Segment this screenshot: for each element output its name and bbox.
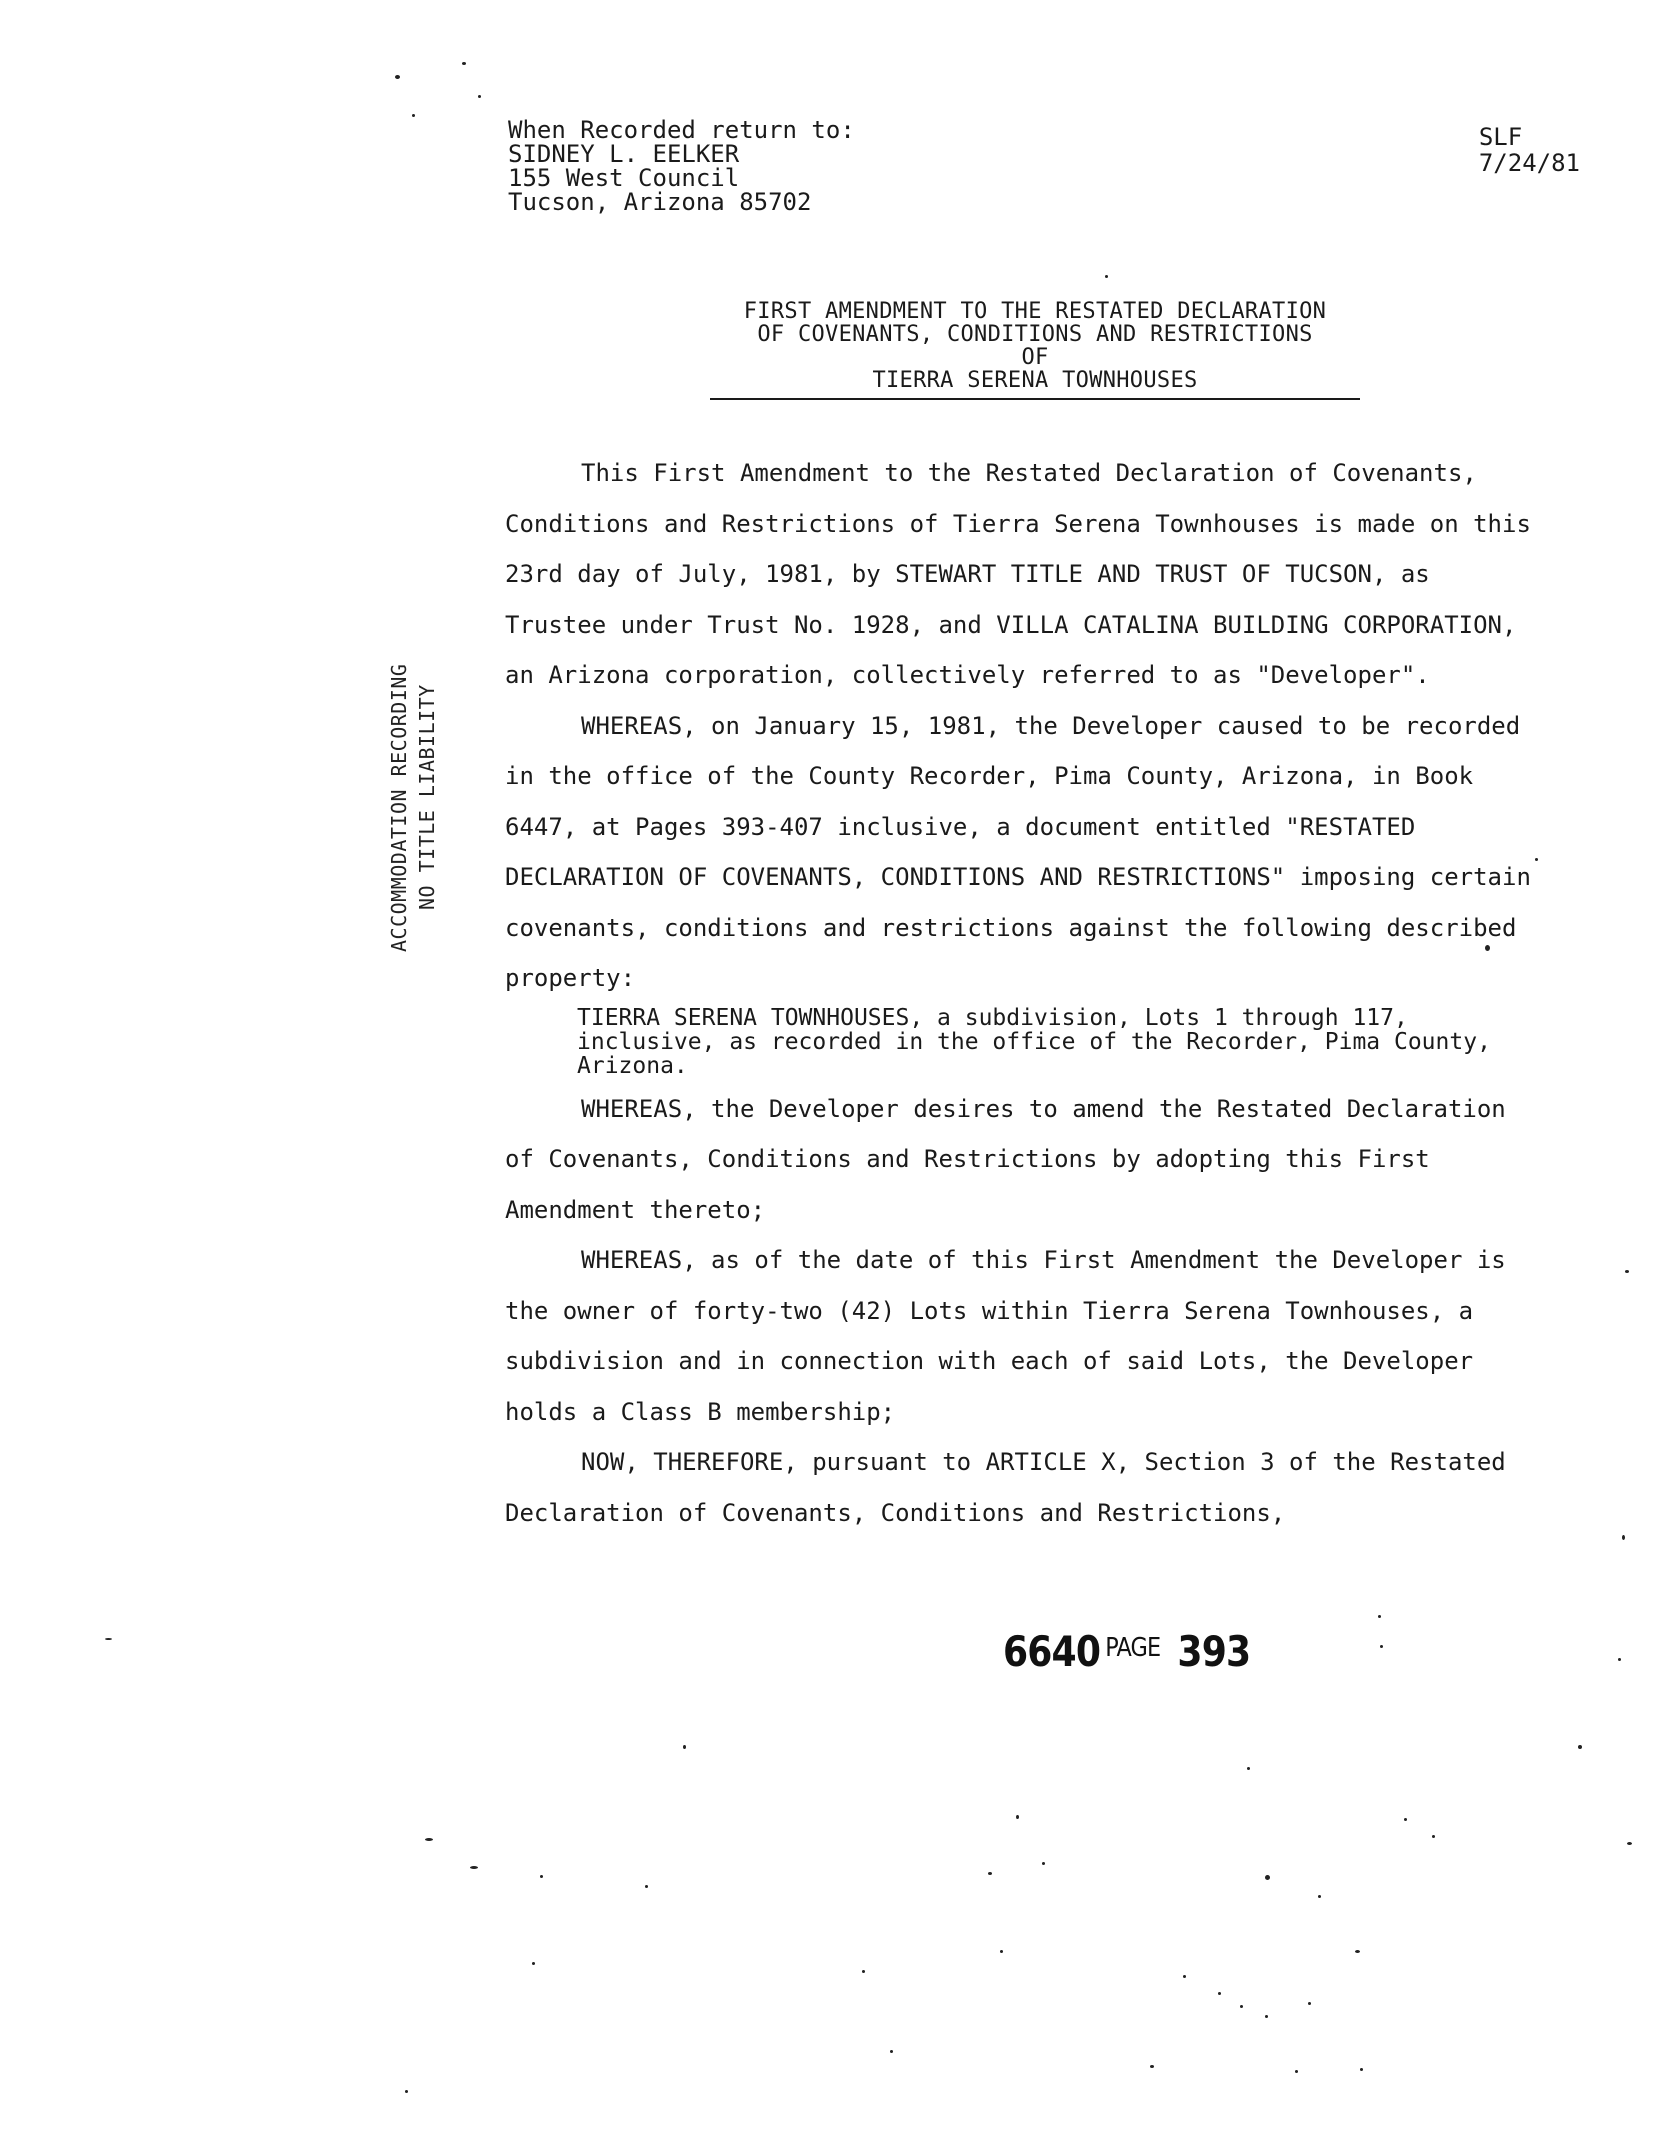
scan-speck bbox=[1105, 275, 1108, 278]
scan-speck bbox=[412, 114, 415, 117]
scan-speck bbox=[645, 1885, 648, 1888]
scan-speck bbox=[1360, 2068, 1363, 2071]
legal-description: TIERRA SERENA TOWNHOUSES, a subdivision, Lots 1 through 117, inclusive, as recorded in the office of the Recorder, Pima County, Arizona. bbox=[577, 1004, 1491, 1079]
scan-speck bbox=[1318, 1895, 1321, 1898]
paragraph-whereas-amend: WHEREAS, the Developer desires to amend the Restated Declaration of Covenants, Conditions and Restrictions by adopting this First Amendment thereto; bbox=[505, 1094, 1506, 1224]
page-number: 393 bbox=[1177, 1627, 1251, 1676]
scan-speck bbox=[1150, 2065, 1154, 2068]
book-number: 6640 bbox=[1003, 1627, 1101, 1676]
scan-speck bbox=[1000, 1950, 1003, 1953]
scan-speck bbox=[683, 1745, 686, 1749]
scan-speck bbox=[1432, 1835, 1435, 1838]
scan-speck bbox=[1625, 1270, 1629, 1273]
scan-speck bbox=[1618, 1658, 1621, 1661]
scan-speck bbox=[1183, 1975, 1186, 1978]
scan-speck bbox=[862, 1970, 865, 1973]
scan-speck bbox=[405, 2090, 408, 2093]
title-line-2: OF COVENANTS, CONDITIONS AND RESTRICTIONS bbox=[757, 322, 1313, 347]
page-abbrev: PAGE bbox=[1105, 1633, 1161, 1663]
return-address-block bbox=[508, 118, 855, 214]
document-title bbox=[710, 300, 1360, 400]
preparer-initials: SLF bbox=[1478, 123, 1523, 151]
scan-speck bbox=[1355, 1950, 1360, 1953]
preparer-initials-block bbox=[1479, 124, 1580, 176]
paragraph-whereas-owner: WHEREAS, as of the date of this First Amendment the Developer is the owner of forty-two (42) Lots within Tierra Serena Townhouses, a subdivision and in connection with each of said Lots, the Developer holds a Class B membership; bbox=[505, 1246, 1506, 1426]
scan-speck bbox=[478, 95, 481, 98]
scan-speck bbox=[1578, 1745, 1582, 1749]
scan-speck bbox=[1535, 858, 1538, 861]
scan-speck bbox=[890, 2050, 893, 2053]
scan-speck bbox=[105, 1638, 112, 1640]
accommodation-recording-stamp bbox=[388, 620, 448, 950]
paragraph-intro: This First Amendment to the Restated Declaration of Covenants, Conditions and Restrictions of Tierra Serena Townhouses is made on this 23rd day of July, 1981, by STEWART TITLE AND TRUST OF TUCSON, as Trustee under Trust No. 1928, and VILLA CATALINA BUILDING CORPORATION, an Arizona corporation, collectively referred to as "Developer". bbox=[505, 459, 1531, 689]
scan-speck bbox=[462, 62, 466, 65]
title-underline bbox=[710, 398, 1360, 400]
scan-speck bbox=[1378, 1615, 1381, 1618]
scan-speck bbox=[1380, 1645, 1383, 1648]
paragraph-now-therefore: NOW, THEREFORE, pursuant to ARTICLE X, Section 3 of the Restated Declaration of Covenants, Conditions and Restrictions, bbox=[505, 1448, 1506, 1527]
recording-book-page-stamp bbox=[1003, 1627, 1250, 1676]
title-line-1: FIRST AMENDMENT TO THE RESTATED DECLARATION bbox=[743, 299, 1327, 324]
scan-speck bbox=[470, 1866, 478, 1869]
scan-speck bbox=[1247, 1767, 1250, 1770]
preparer-date: 7/24/81 bbox=[1478, 149, 1580, 177]
side-stamp-line-1: ACCOMMODATION RECORDING bbox=[387, 663, 411, 952]
return-line: When Recorded return to: bbox=[508, 116, 855, 144]
scan-speck bbox=[425, 1838, 433, 1841]
scan-speck bbox=[1485, 945, 1490, 951]
scan-speck bbox=[1218, 1992, 1221, 1995]
scan-speck bbox=[988, 1872, 992, 1875]
scan-speck bbox=[1042, 1862, 1045, 1865]
scan-speck bbox=[1016, 1815, 1019, 1819]
scan-speck bbox=[540, 1875, 543, 1878]
scan-speck bbox=[395, 75, 400, 79]
scan-speck bbox=[1265, 2015, 1268, 2018]
title-line-4: TIERRA SERENA TOWNHOUSES bbox=[872, 368, 1198, 393]
scan-speck bbox=[1308, 2002, 1311, 2005]
return-line: SIDNEY L. EELKER bbox=[508, 140, 740, 168]
scan-speck bbox=[1622, 1535, 1625, 1540]
scan-speck bbox=[1240, 2005, 1243, 2008]
scan-speck bbox=[1265, 1875, 1270, 1880]
scan-speck bbox=[532, 1962, 535, 1965]
title-line-3: OF bbox=[1021, 345, 1049, 370]
scan-speck bbox=[1404, 1818, 1407, 1821]
return-line: 155 West Council bbox=[508, 164, 740, 192]
paragraph-whereas-recorded: WHEREAS, on January 15, 1981, the Developer caused to be recorded in the office of the County Recorder, Pima County, Arizona, in Book 6447, at Pages 393-407 inclusive, a document entitled "RESTATED DECLARATION OF COVENANTS, CONDITIONS AND RESTRICTIONS" imposing certain covenants, conditions and restrictions against the following described property: bbox=[505, 711, 1531, 992]
document-body bbox=[505, 448, 1535, 1538]
side-stamp-line-2: NO TITLE LIABILITY bbox=[415, 684, 439, 910]
scan-speck bbox=[1295, 2070, 1298, 2073]
return-line: Tucson, Arizona 85702 bbox=[508, 188, 812, 216]
scan-speck bbox=[1627, 1842, 1632, 1845]
